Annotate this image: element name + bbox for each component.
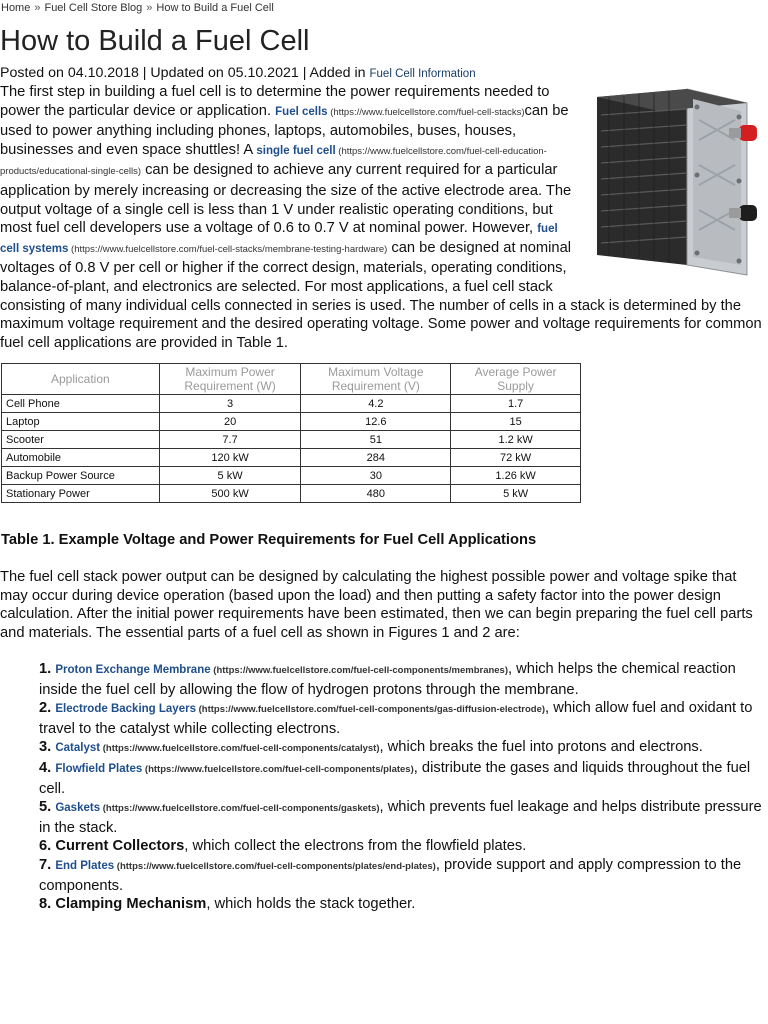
parts-list	[39, 660, 768, 914]
single-fuel-cell-link[interactable]: single fuel cell	[256, 144, 336, 157]
post-meta	[0, 65, 476, 81]
table-row	[2, 413, 581, 431]
breadcrumb-current: How to Build a Fuel Cell	[156, 2, 274, 14]
table-header: Application	[2, 364, 160, 395]
table-cell: 4.2	[301, 395, 451, 413]
table-cell: 500 kW	[159, 485, 301, 503]
table-row	[2, 449, 581, 467]
table-cell: 120 kW	[159, 449, 301, 467]
category-link[interactable]: Fuel Cell Information	[369, 68, 476, 80]
updated-date: 05.10.2021	[227, 65, 299, 81]
part-link[interactable]: Gaskets	[55, 802, 101, 815]
table-cell: 480	[301, 485, 451, 503]
table-cell: 7.7	[159, 431, 301, 449]
table-cell: 5 kW	[451, 485, 581, 503]
intro-paragraph: The first step in building a fuel cell is to determine the power requirements needed to power the particular device or application. Fuel cells (https://www.fuelcellstore.com/fuel-cell-stacks)can be used to power anything including phones, laptops, automobiles, buses, houses, businesses and even space shuttles! A single fuel cell (https://www.fuelcellstore.com/fuel-cell-education-products/educational-single-cells) can be designed to achieve any current required for a particular application by merely increasing or decreasing the size of the active electrode area. The output voltage of a single cell is less than 1 V under realistic operating conditions, but most fuel cell developers use a voltage of 0.6 to 0.7 V at nominal power. However, fuel cell systems (https://www.fuelcellstore.com/fuel-cell-stacks/membrane-testing-hardware) can be designed at nominal voltages of 0.8 V per cell or higher if the correct design, materials, operating conditions, balance-of-plant, and electronics are selected. For most applications, a fuel cell stack consisting of many individual cells connected in series is used. The number of cells in a stack is determined by the maximum voltage requirement and the desired operating voltage. Some power and voltage requirements for common fuel cell applications are provided in Table 1.	[0, 83, 764, 352]
table-cell: Stationary Power	[2, 485, 160, 503]
table-header: Maximum Voltage Requirement (V)	[301, 364, 451, 395]
fuel-cell-stack-image	[589, 85, 764, 281]
part-name: Clamping Mechanism	[55, 896, 207, 913]
table-cell: 30	[301, 467, 451, 485]
table-cell: 3	[159, 395, 301, 413]
table-cell: 1.26 kW	[451, 467, 581, 485]
chevron-right-icon: »	[146, 2, 153, 14]
chevron-right-icon: »	[34, 2, 41, 14]
table-header: Maximum Power Requirement (W)	[159, 364, 301, 395]
part-link[interactable]: Flowfield Plates	[55, 762, 143, 775]
table-cell: Cell Phone	[2, 395, 160, 413]
table-row	[2, 485, 581, 503]
page-title: How to Build a Fuel Cell	[0, 25, 310, 57]
fuel-cell-systems-link[interactable]: fuel cell systems	[0, 223, 558, 255]
list-item: 3. Catalyst (https://www.fuelcellstore.com/fuel-cell-components/catalyst), which breaks the fuel into protons and electrons.	[39, 739, 703, 756]
list-item: 8. Clamping Mechanism, which holds the stack together.	[39, 896, 416, 913]
single-fuel-cell-url: (https://www.fuelcellstore.com/fuel-cell-education-products/educational-single-cells)	[0, 145, 547, 178]
table-cell: 72 kW	[451, 449, 581, 467]
table-row	[2, 395, 581, 413]
table-cell: 5 kW	[159, 467, 301, 485]
part-link[interactable]: Proton Exchange Membrane	[55, 664, 211, 676]
requirements-table	[1, 363, 581, 503]
fuel-cell-systems-url: (https://www.fuelcellstore.com/fuel-cell-stacks/membrane-testing-hardware)	[68, 243, 388, 255]
table-caption: Table 1. Example Voltage and Power Requirements for Fuel Cell Applications	[1, 532, 537, 548]
list-item: 6. Current Collectors, which collect the electrons from the flowfield plates.	[39, 838, 527, 855]
part-name: Current Collectors	[55, 838, 185, 855]
table-header-row	[2, 364, 581, 395]
breadcrumb-blog[interactable]: Fuel Cell Store Blog	[44, 2, 143, 14]
table-cell: 51	[301, 431, 451, 449]
table-cell: 15	[451, 413, 581, 431]
table-row	[2, 467, 581, 485]
table-cell: Backup Power Source	[2, 467, 160, 485]
list-item: 1. Proton Exchange Membrane (https://www.fuelcellstore.com/fuel-cell-components/membranes), which helps the chemical reaction inside the fuel cell by allowing the flow of hydrogen protons through the membrane.	[39, 661, 736, 698]
part-link[interactable]: Catalyst	[55, 742, 101, 755]
table-cell: 1.2 kW	[451, 431, 581, 449]
table-cell: Scooter	[2, 431, 160, 449]
posted-date: 04.10.2018	[67, 65, 139, 81]
list-item: 2. Electrode Backing Layers (https://www.fuelcellstore.com/fuel-cell-components/gas-diffusion-electrode), which allow fuel and oxidant to travel to the catalyst while collecting electrons.	[39, 700, 753, 737]
table-cell: 12.6	[301, 413, 451, 431]
table-header: Average Power Supply	[451, 364, 581, 395]
table-cell: Automobile	[2, 449, 160, 467]
fuel-cells-url: (https://www.fuelcellstore.com/fuel-cell-stacks)	[327, 106, 525, 118]
fuel-cells-link[interactable]: Fuel cells	[275, 105, 328, 118]
table-row	[2, 431, 581, 449]
breadcrumb	[1, 2, 274, 14]
part-link[interactable]: Electrode Backing Layers	[55, 703, 196, 716]
body-paragraph: The fuel cell stack power output can be designed by calculating the highest possible power and voltage spike that may occur during device operation (based upon the load) and then putting a safety factor into the power design calculation. After the initial power requirements have been estimated, then we can begin preparing the fuel cell parts and materials. The essential parts of a fuel cell as shown in Figures 1 and 2 are:	[0, 569, 753, 641]
list-item: 7. End Plates (https://www.fuelcellstore.com/fuel-cell-components/plates/end-plates), provide support and apply compression to the components.	[39, 856, 742, 894]
table-cell: 1.7	[451, 395, 581, 413]
updated-prefix: | Updated on	[138, 65, 228, 81]
table-cell: 20	[159, 413, 301, 431]
posted-prefix: Posted on	[0, 65, 68, 81]
list-item: 5. Gaskets (https://www.fuelcellstore.com/fuel-cell-components/gaskets), which prevents fuel leakage and helps distribute pressure in the stack.	[39, 799, 762, 836]
table-cell: Laptop	[2, 413, 160, 431]
part-link[interactable]: End Plates	[55, 859, 115, 872]
list-item: 4. Flowfield Plates (https://www.fuelcellstore.com/fuel-cell-components/plates), distribute the gases and liquids throughout the fuel cell.	[39, 759, 751, 797]
added-prefix: | Added in	[298, 65, 370, 81]
breadcrumb-home[interactable]: Home	[1, 2, 31, 14]
table-cell: 284	[301, 449, 451, 467]
